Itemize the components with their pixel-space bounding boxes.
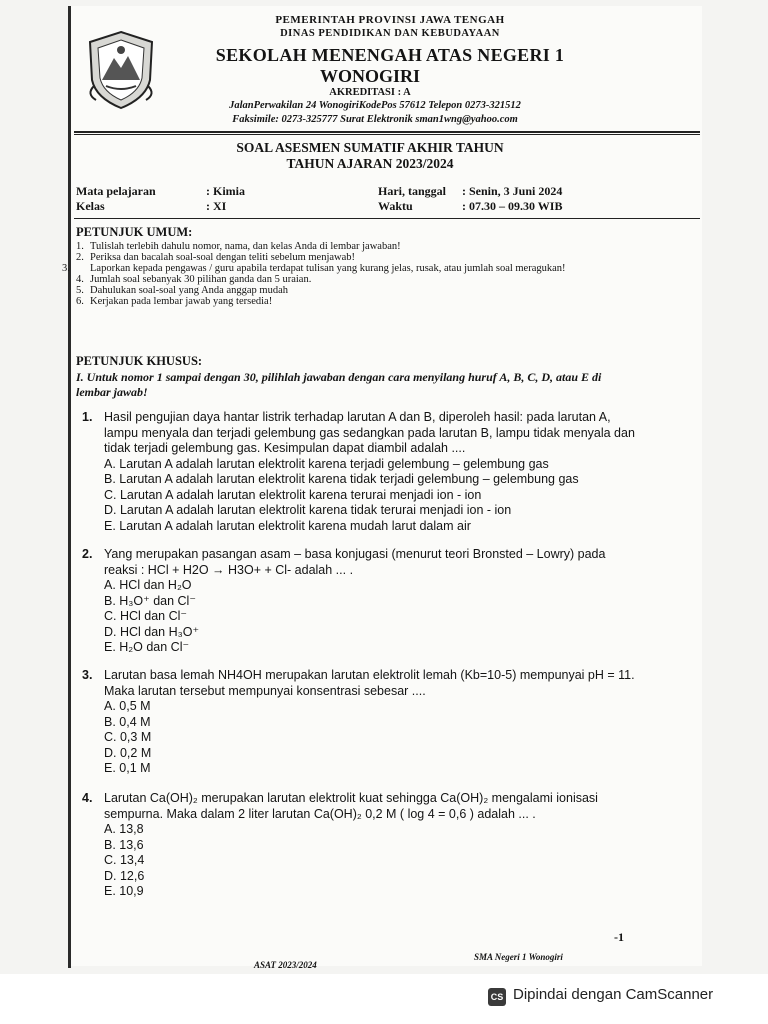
scanner-watermark: Dipindai dengan CamScanner — [513, 986, 714, 1003]
school-contact: Faksimile: 0273-325777 Surat Elektronik sman1wng@yahoo.com — [232, 114, 518, 125]
question-stem: Hasil pengujian daya hantar listrik terhadap larutan A dan B, diperoleh hasil: pada larutan A, lampu menyala dan terjadi gelembung gas sedangkan pada larutan B, lampu tidak menyala dan tidak terjadi gelembung gas. Kesimpulan dapat diambil adalah .... — [104, 410, 635, 455]
general-heading: PETUNJUK UMUM: — [76, 225, 193, 239]
option-b[interactable]: B. 13,6 — [104, 837, 144, 852]
header-divider — [74, 131, 700, 133]
option-d[interactable]: D. 12,6 — [104, 868, 145, 883]
option-d[interactable]: D. Larutan A adalah larutan elektrolit karena tidak terurai menjadi ion - ion — [104, 503, 512, 517]
subject-label: Mata pelajaran — [76, 184, 156, 198]
date-label: Hari, tanggal — [378, 184, 446, 198]
accreditation: AKREDITASI : A — [329, 87, 411, 98]
list-item: 5. Dahulukan soal-soal yang Anda anggap mudah — [76, 285, 288, 296]
gov-line: PEMERINTAH PROVINSI JAWA TENGAH — [275, 14, 505, 26]
footer-school: SMA Negeri 1 Wonogiri — [474, 952, 563, 962]
question-number: 3. — [82, 668, 93, 682]
meta-divider — [74, 218, 700, 219]
class-value: : XI — [206, 199, 227, 213]
page-number: -1 — [614, 930, 624, 944]
exam-title: SOAL ASESMEN SUMATIF AKHIR TAHUN — [236, 140, 504, 155]
option-b[interactable]: B. Larutan A adalah larutan elektrolit karena tidak terjadi gelembung – gelembung gas — [104, 472, 579, 486]
question-stem: Yang merupakan pasangan asam – basa konjugasi (menurut teori Bronsted – Lowry) pada reaksi : HCl + H2O → H3O+ + Cl- adalah ... . — [104, 547, 606, 577]
date-value: : Senin, 3 Juni 2024 — [462, 184, 563, 198]
option-e[interactable]: E. 10,9 — [104, 884, 144, 898]
camscanner-logo-icon: CS — [488, 988, 506, 1006]
time-label: Waktu — [378, 199, 413, 213]
dept-line: DINAS PENDIDIKAN DAN KEBUDAYAAN — [280, 28, 500, 39]
school-address: JalanPerwakilan 24 WonogiriKodePos 57612 Telepon 0273-321512 — [229, 100, 521, 111]
question-number: 4. — [82, 791, 93, 805]
special-instruction: I. Untuk nomor 1 sampai dengan 30, pilihlah jawaban dengan cara menyilang huruf A, B, C, D, atau E di lembar jawab! — [76, 370, 602, 399]
option-b[interactable]: B. H₃O⁺ dan Cl⁻ — [104, 593, 196, 608]
question-number: 1. — [82, 410, 93, 424]
exam-year: TAHUN AJARAN 2023/2024 — [286, 156, 454, 171]
option-c[interactable]: C. 13,4 — [104, 853, 145, 867]
option-b[interactable]: B. 0,4 M — [104, 714, 151, 729]
list-item: 6. Kerjakan pada lembar jawab yang tersedia! — [76, 296, 273, 307]
question-2 — [82, 547, 642, 656]
question-stem: Larutan Ca(OH)₂ merupakan larutan elektrolit kuat sehingga Ca(OH)₂ mengalami ionisasi sempurna. Maka dalam 2 liter larutan Ca(OH)₂ 0,2 M ( log 4 = 0,6 ) adalah ... . — [104, 791, 598, 821]
option-c[interactable]: C. HCl dan Cl⁻ — [104, 609, 188, 623]
option-e[interactable]: E. Larutan A adalah larutan elektrolit karena mudah larut dalam air — [104, 518, 471, 533]
province-emblem-icon — [84, 28, 158, 112]
question-4 — [82, 791, 642, 900]
option-d[interactable]: D. HCl dan H₃O⁺ — [104, 624, 200, 639]
subject-value: : Kimia — [206, 184, 245, 198]
option-a[interactable]: A. Larutan A adalah larutan elektrolit karena terjadi gelembung – gelembung gas — [104, 456, 549, 471]
special-heading: PETUNJUK KHUSUS: — [76, 354, 203, 368]
option-c[interactable]: C. 0,3 M — [104, 730, 152, 744]
question-number: 2. — [82, 547, 93, 561]
question-3 — [82, 668, 642, 777]
option-a[interactable]: A. HCl dan H₂O — [104, 578, 192, 592]
option-d[interactable]: D. 0,2 M — [104, 745, 152, 760]
school-city: WONOGIRI — [319, 66, 420, 86]
list-item: 2. Periksa dan bacalah soal-soal dengan teliti sebelum menjawab! — [76, 252, 356, 263]
option-a[interactable]: A. 0,5 M — [104, 699, 151, 713]
footer-exam: ASAT 2023/2024 — [254, 960, 317, 970]
class-label: Kelas — [76, 199, 105, 213]
header-divider-thin — [74, 134, 700, 135]
option-c[interactable]: C. Larutan A adalah larutan elektrolit karena terurai menjadi ion - ion — [104, 487, 482, 502]
list-item: 1. Tulislah terlebih dahulu nomor, nama, dan kelas Anda di lembar jawaban! — [76, 241, 401, 252]
school-name: SEKOLAH MENENGAH ATAS NEGERI 1 — [215, 45, 565, 65]
option-e[interactable]: E. H₂O dan Cl⁻ — [104, 640, 190, 654]
time-value: : 07.30 – 09.30 WIB — [462, 199, 563, 213]
page-edge-line — [68, 6, 71, 968]
option-e[interactable]: E. 0,1 M — [104, 761, 151, 775]
general-list — [62, 241, 616, 307]
option-a[interactable]: A. 13,8 — [104, 822, 144, 836]
question-1 — [82, 410, 642, 534]
list-item: 3. Laporkan kepada pengawas / guru apabila terdapat tulisan yang kurang jelas, rusak, atau jumlah soal meragukan! — [62, 263, 566, 274]
list-item: 4. Jumlah soal sebanyak 30 pilihan ganda dan 5 uraian. — [76, 274, 312, 285]
question-stem: Larutan basa lemah NH4OH merupakan larutan elektrolit lemah (Kb=10-5) mempunyai pH = 11. Maka larutan tersebut mempunyai konsentrasi sebesar .... — [104, 668, 635, 698]
